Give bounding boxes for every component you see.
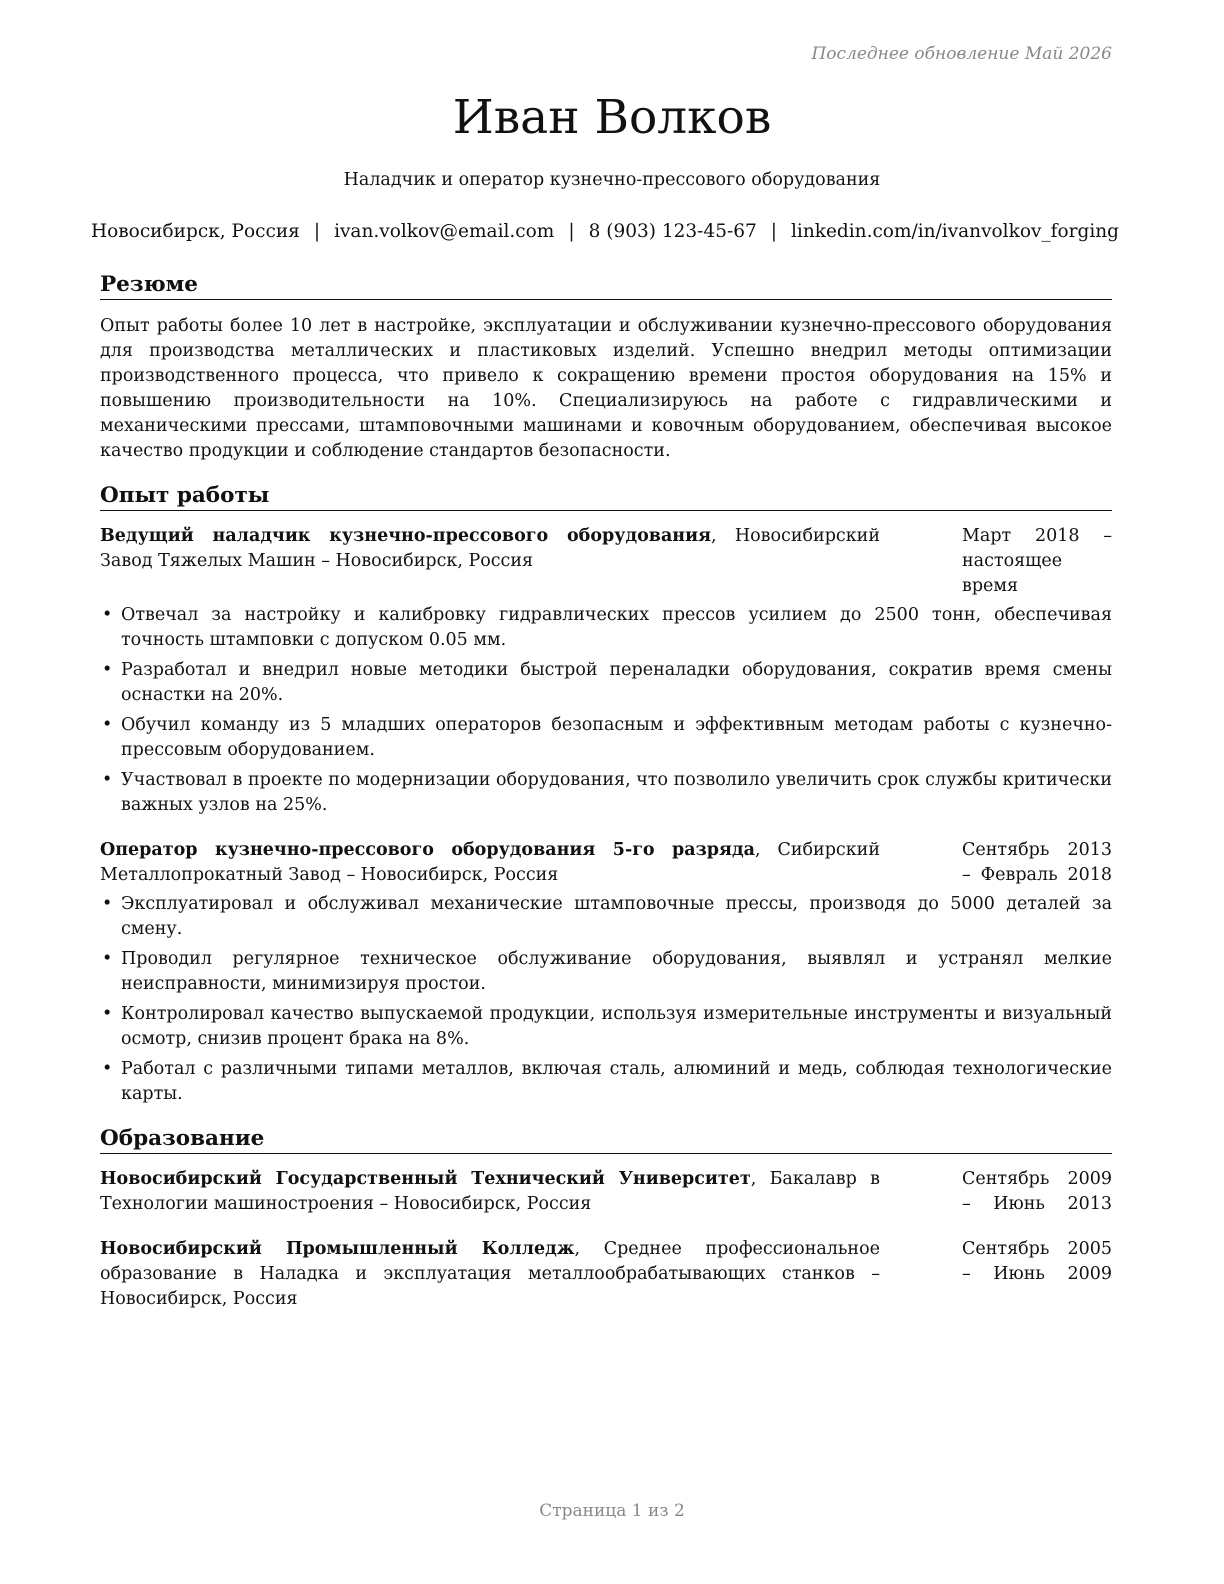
education-heading: Образование [100,1124,1112,1154]
job-bullet: • Отвечал за настройку и калибровку гидравлических прессов усилием до 2500 тонн, обеспечивая точность штамповки с допуском 0.05 мм. [100,603,1112,653]
education-dates: Сентябрь 2005 – Июнь 2009 [962,1239,1112,1284]
contact-line [0,219,1210,245]
job-company: , Новосибирский Завод Тяжелых Машин – Новосибирск, Россия [100,526,880,571]
contact-separator: | [313,221,321,242]
education-school: Новосибирский Промышленный Колледж [100,1239,575,1259]
job-bullet: • Разработал и внедрил новые методики быстрой переналадки оборудования, сократив время смены оснастки на 20%. [100,658,1112,708]
education-degree: , Бакалавр в Технологии машиностроения – Новосибирск, Россия [100,1169,880,1214]
education-section [100,1124,1112,1312]
contact-location: Новосибирск, Россия [91,221,300,242]
contact-separator: | [770,221,777,242]
job-entry [100,524,1112,818]
job-bullet: • Участвовал в проекте по модернизации оборудования, что позволило увеличить срок службы критически важных узлов на 25%. [100,768,1112,818]
job-title: Оператор кузнечно-прессового оборудования 5-го разряда [100,840,755,860]
education-entry [100,1167,1112,1217]
education-header [100,1237,880,1312]
education-entry [100,1237,1112,1312]
contact-phone: 8 (903) 123-45-67 [588,221,757,242]
summary-heading: Резюме [100,270,1112,300]
job-bullet: • Обучил команду из 5 младших операторов безопасным и эффективным методам работы с кузнечно-прессовым оборудованием. [100,713,1112,763]
summary-text: Опыт работы более 10 лет в настройке, эксплуатации и обслуживании кузнечно-прессового оборудования для производства металлических и пластиковых изделий. Успешно внедрил методы оптимизации производственного процесса, что привело к сокращению времени простоя оборудования на 15% и повышению производительности на 10%. Специализируюсь на работе с гидравлическими и механическими прессами, штамповочными машинами и ковочным оборудованием, обеспечивая высокое качество продукции и соблюдение стандартов безопасности. [100,316,1112,461]
job-company: , Сибирский Металлопрокатный Завод – Новосибирск, Россия [100,840,880,885]
job-bullet: • Работал с различными типами металлов, включая сталь, алюминий и медь, соблюдая технологические карты. [100,1057,1112,1107]
education-degree: , Среднее профессиональное образование в Наладка и эксплуатация металлообрабатывающих станков – Новосибирск, Россия [100,1239,880,1309]
resume-body [100,270,1112,1312]
summary-section [100,270,1112,464]
candidate-name: Иван Волков [452,90,772,145]
last-updated-note: Последнее обновление Май 2026 [811,44,1112,64]
education-header [100,1167,880,1217]
contact-email[interactable]: ivan.volkov@email.com [334,221,555,242]
education-school: Новосибирский Государственный Технический Университет [100,1169,751,1189]
contact-separator: | [568,221,575,242]
education-dates: Сентябрь 2009 – Июнь 2013 [962,1169,1112,1214]
experience-heading: Опыт работы [100,481,1112,511]
job-header [100,838,880,888]
job-dates: Март 2018 – настоящее время [962,526,1112,596]
job-bullet: • Контролировал качество выпускаемой продукции, используя измерительные инструменты и визуальный осмотр, снизив процент брака на 8%. [100,1002,1112,1052]
contact-linkedin[interactable]: linkedin.com/in/ivanvolkov_forging [790,221,1119,242]
page-number: Страница 1 из 2 [539,1501,685,1521]
candidate-title: Наладчик и оператор кузнечно-прессового оборудования [343,170,881,190]
job-title: Ведущий наладчик кузнечно-прессового оборудования [100,526,711,546]
job-header [100,524,880,599]
experience-section [100,481,1112,1107]
job-bullet: • Эксплуатировал и обслуживал механические штамповочные прессы, производя до 5000 деталей за смену. [100,892,1112,942]
job-bullet: • Проводил регулярное техническое обслуживание оборудования, выявлял и устранял мелкие неисправности, минимизируя простои. [100,947,1112,997]
job-dates: Сентябрь 2013 – Февраль 2018 [962,840,1112,885]
job-entry [100,838,1112,1107]
